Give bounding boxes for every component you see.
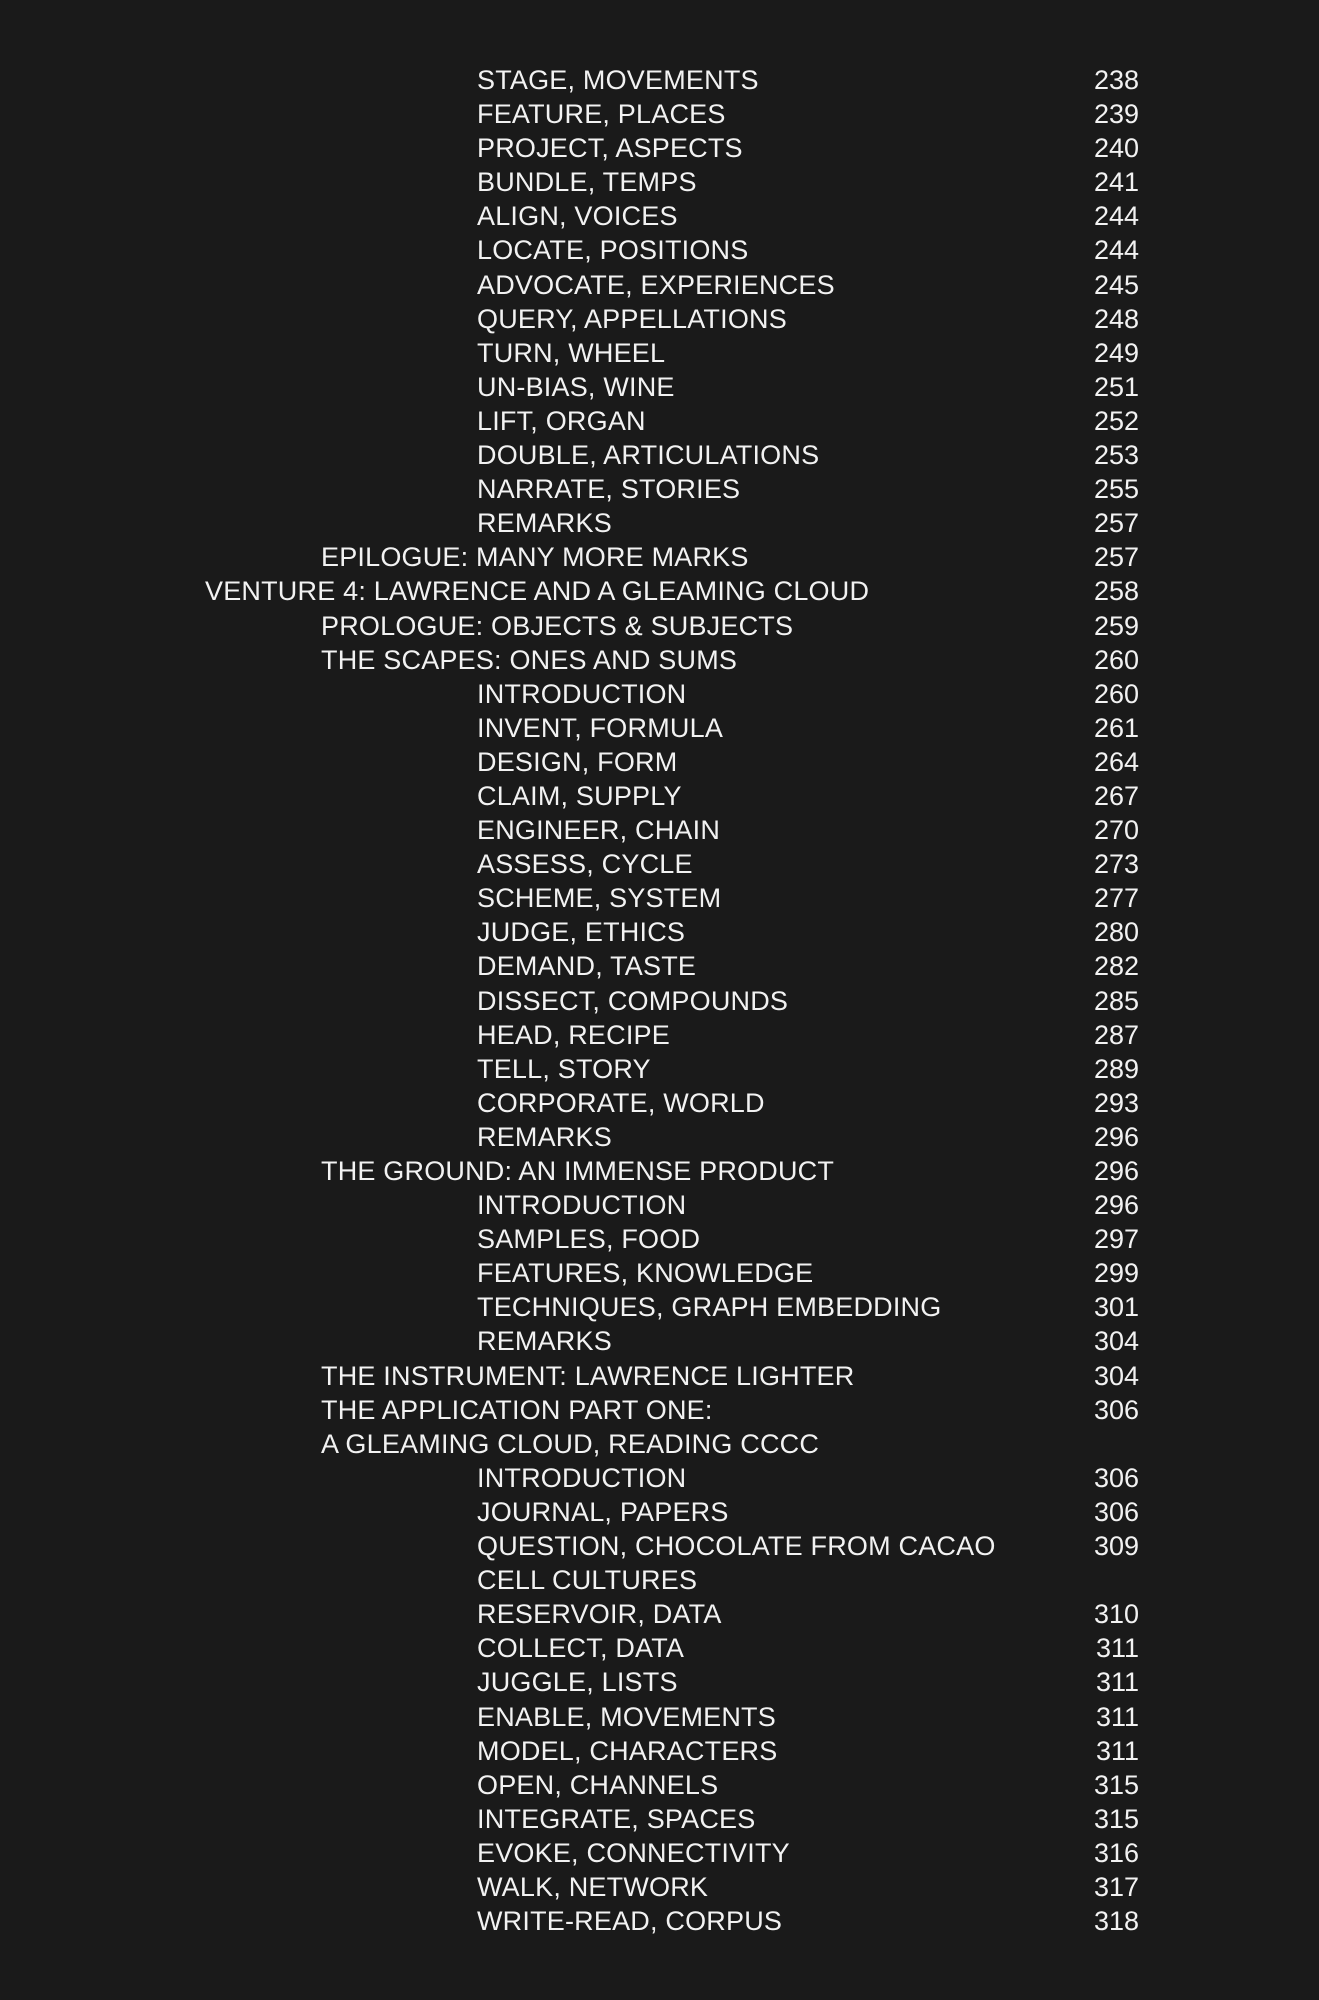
toc-entry-title: JUDGE, ETHICS	[477, 917, 686, 948]
toc-entry-page-number: 299	[1093, 1258, 1139, 1289]
toc-entry-page-number: 296	[1093, 1121, 1139, 1152]
toc-entry	[0, 1290, 1319, 1324]
toc-entry-page-number: 311	[1095, 1735, 1139, 1766]
toc-entry-page-number: 315	[1093, 1803, 1139, 1834]
toc-entry-title: CLAIM, SUPPLY	[477, 780, 682, 811]
toc-entry	[0, 165, 1319, 199]
toc-entry-page-number: 257	[1093, 508, 1139, 539]
toc-entry-page-number: 306	[1093, 1394, 1139, 1425]
toc-entry-title: CELL CULTURES	[477, 1565, 698, 1596]
toc-entry-page-number: 282	[1093, 951, 1139, 982]
toc-entry-page-number: 310	[1093, 1599, 1139, 1630]
toc-entry-page-number: 251	[1093, 371, 1139, 402]
toc-entry-title: TELL, STORY	[477, 1053, 651, 1084]
toc-entry	[0, 1700, 1319, 1734]
toc-entry	[0, 472, 1319, 506]
toc-entry-title: EVOKE, CONNECTIVITY	[477, 1837, 790, 1868]
toc-entry-page-number: 257	[1093, 542, 1139, 573]
toc-entry-title: VENTURE 4: LAWRENCE AND A GLEAMING CLOUD	[205, 576, 870, 607]
toc-entry	[0, 1154, 1319, 1188]
toc-entry	[0, 1563, 1319, 1597]
toc-entry	[0, 131, 1319, 165]
toc-entry-title: RESERVOIR, DATA	[477, 1599, 722, 1630]
toc-entry-page-number: 311	[1095, 1701, 1139, 1732]
toc-entry-page-number: 253	[1093, 440, 1139, 471]
toc-entry	[0, 1256, 1319, 1290]
toc-entry	[0, 1018, 1319, 1052]
toc-entry-title: QUERY, APPELLATIONS	[477, 303, 787, 334]
toc-entry-title: ASSESS, CYCLE	[477, 849, 693, 880]
toc-entry	[0, 1631, 1319, 1665]
toc-entry-page-number: 244	[1093, 235, 1139, 266]
toc-entry	[0, 1734, 1319, 1768]
toc-entry-title: FEATURES, KNOWLEDGE	[477, 1258, 814, 1289]
toc-entry-page-number: 297	[1093, 1224, 1139, 1255]
toc-entry	[0, 1086, 1319, 1120]
toc-entry-page-number: 240	[1093, 133, 1139, 164]
toc-entry-page-number: 260	[1093, 644, 1139, 675]
toc-entry-title: INTRODUCTION	[477, 1190, 687, 1221]
toc-entry-title: TECHNIQUES, GRAPH EMBEDDING	[477, 1292, 942, 1323]
toc-entry	[0, 813, 1319, 847]
toc-entry	[0, 1836, 1319, 1870]
toc-entry-title: LIFT, ORGAN	[477, 405, 646, 436]
toc-entry-page-number: 311	[1095, 1633, 1139, 1664]
toc-entry	[0, 1802, 1319, 1836]
toc-entry	[0, 438, 1319, 472]
toc-entry-title: REMARKS	[477, 508, 612, 539]
toc-entry-page-number: 306	[1093, 1462, 1139, 1493]
toc-entry-page-number: 261	[1093, 712, 1139, 743]
toc-entry-title: ADVOCATE, EXPERIENCES	[477, 269, 835, 300]
toc-entry-page-number: 311	[1095, 1667, 1139, 1698]
toc-entry-title: PROJECT, ASPECTS	[477, 133, 743, 164]
toc-entry-title: STAGE, MOVEMENTS	[477, 65, 759, 95]
toc-entry-page-number: 309	[1093, 1531, 1139, 1562]
toc-entry-page-number: 270	[1093, 815, 1139, 846]
toc-entry-page-number: 296	[1093, 1190, 1139, 1221]
toc-entry-page-number: 264	[1093, 746, 1139, 777]
toc-entry-title: BUNDLE, TEMPS	[477, 167, 697, 198]
toc-entry-title: ENABLE, MOVEMENTS	[477, 1701, 776, 1732]
toc-entry-page-number: 317	[1093, 1871, 1139, 1902]
toc-entry-title: OPEN, CHANNELS	[477, 1769, 719, 1800]
toc-entry-page-number: 296	[1093, 1156, 1139, 1186]
toc-entry-page-number: 315	[1093, 1769, 1139, 1800]
toc-entry	[0, 1052, 1319, 1086]
toc-entry-title: SAMPLES, FOOD	[477, 1224, 701, 1255]
toc-entry	[0, 302, 1319, 336]
toc-entry	[0, 1870, 1319, 1904]
toc-entry	[0, 847, 1319, 881]
toc-entry-title: ALIGN, VOICES	[477, 201, 678, 232]
toc-entry-page-number: 241	[1093, 167, 1139, 198]
toc-entry	[0, 1495, 1319, 1529]
toc-entry	[0, 1768, 1319, 1802]
toc-entry-title: THE APPLICATION PART ONE:	[321, 1394, 713, 1425]
toc-entry	[0, 370, 1319, 404]
toc-entry	[0, 540, 1319, 574]
toc-entry-title: TURN, WHEEL	[477, 337, 666, 368]
toc-entry	[0, 1188, 1319, 1222]
toc-entry	[0, 1904, 1319, 1938]
toc-entry-page-number: 255	[1093, 474, 1139, 505]
toc-entry-title: FEATURE, PLACES	[477, 99, 726, 130]
toc-entry	[0, 1597, 1319, 1631]
toc-entry-title: INTRODUCTION	[477, 678, 687, 709]
toc-entry	[0, 949, 1319, 983]
toc-entry-page-number: 258	[1093, 576, 1139, 607]
toc-entry	[0, 506, 1319, 540]
toc-entry	[0, 199, 1319, 233]
toc-entry-page-number: 245	[1093, 269, 1139, 300]
toc-entry	[0, 404, 1319, 438]
toc-entry-page-number: 277	[1093, 883, 1139, 914]
toc-entry	[0, 1222, 1319, 1256]
toc-entry	[0, 97, 1319, 131]
toc-entry	[0, 711, 1319, 745]
toc-entry	[0, 677, 1319, 711]
toc-entry-title: JOURNAL, PAPERS	[477, 1496, 729, 1527]
toc-entry-title: ENGINEER, CHAIN	[477, 815, 721, 846]
toc-entry-title: REMARKS	[477, 1326, 612, 1357]
table-of-contents	[0, 63, 1319, 1938]
toc-entry-page-number: 304	[1093, 1326, 1139, 1357]
toc-entry-page-number: 248	[1093, 303, 1139, 334]
toc-entry-page-number: 285	[1093, 985, 1139, 1016]
toc-entry-page-number: 244	[1093, 201, 1139, 232]
toc-entry-title: UN-BIAS, WINE	[477, 371, 675, 402]
toc-entry-title: SCHEME, SYSTEM	[477, 883, 722, 914]
toc-entry-title: CORPORATE, WORLD	[477, 1087, 765, 1118]
toc-entry-page-number: 267	[1093, 780, 1139, 811]
toc-entry-title: HEAD, RECIPE	[477, 1019, 670, 1050]
toc-entry-title: COLLECT, DATA	[477, 1633, 685, 1664]
toc-entry	[0, 63, 1319, 97]
toc-entry-page-number: 252	[1093, 405, 1139, 436]
toc-entry-title: A GLEAMING CLOUD, READING CCCC	[321, 1428, 820, 1459]
toc-entry	[0, 268, 1319, 302]
toc-entry	[0, 1665, 1319, 1699]
toc-entry-title: WRITE-READ, CORPUS	[477, 1906, 783, 1937]
toc-entry	[0, 915, 1319, 949]
toc-entry-title: NARRATE, STORIES	[477, 474, 741, 505]
toc-entry-page-number: 273	[1093, 849, 1139, 880]
toc-entry-title: MODEL, CHARACTERS	[477, 1735, 778, 1766]
toc-entry	[0, 233, 1319, 267]
toc-entry	[0, 574, 1319, 608]
toc-entry-title: DEMAND, TASTE	[477, 951, 697, 982]
toc-entry	[0, 1120, 1319, 1154]
toc-entry-title: INVENT, FORMULA	[477, 712, 724, 743]
toc-entry	[0, 1529, 1319, 1563]
toc-entry-page-number: 301	[1093, 1292, 1139, 1323]
toc-entry-page-number: 239	[1093, 99, 1139, 130]
toc-entry-title: THE SCAPES: ONES AND SUMS	[321, 644, 738, 675]
toc-entry-page-number: 293	[1093, 1087, 1139, 1118]
toc-entry-page-number: 289	[1093, 1053, 1139, 1084]
toc-entry-title: INTRODUCTION	[477, 1462, 687, 1493]
toc-entry-page-number: 306	[1093, 1496, 1139, 1527]
toc-entry	[0, 1427, 1319, 1461]
toc-entry-title: WALK, NETWORK	[477, 1871, 709, 1902]
toc-entry-page-number: 280	[1093, 917, 1139, 948]
toc-entry	[0, 1393, 1319, 1427]
toc-entry-page-number: 238	[1093, 65, 1139, 95]
toc-entry	[0, 336, 1319, 370]
toc-entry-title: DISSECT, COMPOUNDS	[477, 985, 789, 1016]
toc-entry-page-number: 260	[1093, 678, 1139, 709]
toc-entry	[0, 643, 1319, 677]
toc-entry	[0, 881, 1319, 915]
toc-entry	[0, 609, 1319, 643]
toc-entry-title: THE INSTRUMENT: LAWRENCE LIGHTER	[321, 1360, 855, 1391]
toc-entry	[0, 1359, 1319, 1393]
toc-entry	[0, 1461, 1319, 1495]
toc-entry-title: REMARKS	[477, 1121, 612, 1152]
toc-entry-page-number: 259	[1093, 610, 1139, 641]
toc-entry	[0, 984, 1319, 1018]
toc-entry-title: PROLOGUE: OBJECTS & SUBJECTS	[321, 610, 794, 641]
toc-entry	[0, 1324, 1319, 1358]
toc-entry-title: JUGGLE, LISTS	[477, 1667, 678, 1698]
toc-entry-title: THE GROUND: AN IMMENSE PRODUCT	[321, 1156, 835, 1186]
toc-entry-page-number: 249	[1093, 337, 1139, 368]
toc-entry-title: INTEGRATE, SPACES	[477, 1803, 756, 1834]
toc-entry	[0, 745, 1319, 779]
toc-entry-title: DOUBLE, ARTICULATIONS	[477, 440, 820, 471]
toc-entry-title: EPILOGUE: MANY MORE MARKS	[321, 542, 749, 573]
toc-entry-title: DESIGN, FORM	[477, 746, 678, 777]
toc-entry-page-number: 304	[1093, 1360, 1139, 1391]
toc-entry-page-number: 318	[1093, 1906, 1139, 1937]
toc-entry-page-number: 287	[1093, 1019, 1139, 1050]
toc-entry-title: QUESTION, CHOCOLATE FROM CACAO	[477, 1531, 996, 1562]
toc-entry	[0, 779, 1319, 813]
toc-entry-page-number: 316	[1093, 1837, 1139, 1868]
toc-entry-title: LOCATE, POSITIONS	[477, 235, 749, 266]
